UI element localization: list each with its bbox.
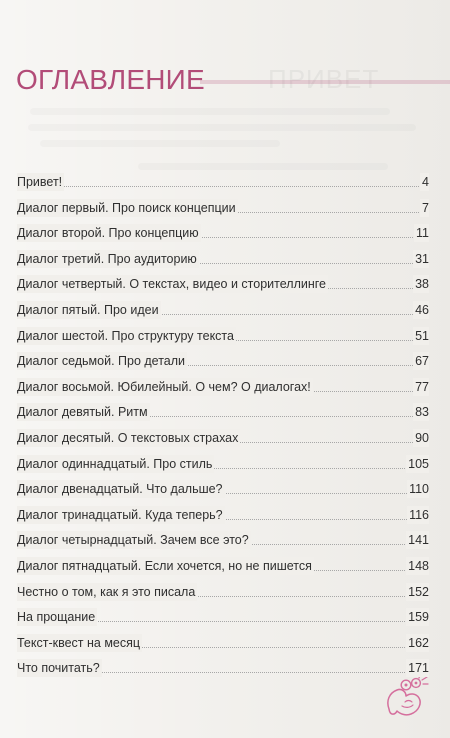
toc-row[interactable] — [17, 275, 429, 301]
toc-row[interactable] — [17, 378, 429, 404]
toc-row[interactable] — [17, 659, 429, 685]
toc-label: На прощание — [17, 610, 96, 625]
toc-label: Диалог одиннадцатый. Про стиль — [17, 456, 213, 471]
toc-row[interactable] — [17, 608, 429, 634]
toc-row[interactable] — [17, 531, 429, 557]
toc-row[interactable] — [17, 455, 429, 481]
bleed-through-heading: ПРИВЕТ — [268, 64, 380, 94]
toc-row[interactable] — [17, 250, 429, 276]
toc-label: Диалог восьмой. Юбилейный. О чем? О диалогах! — [17, 379, 311, 394]
toc-page-number: 31 — [415, 251, 429, 266]
toc-page-number: 67 — [415, 354, 429, 369]
toc-label: Диалог четырнадцатый. Зачем все это? — [17, 533, 249, 548]
toc-label: Текст-квест на месяц — [17, 635, 141, 650]
toc-row[interactable] — [17, 557, 429, 583]
toc-page-number: 116 — [409, 507, 429, 522]
toc-page-number: 171 — [408, 661, 429, 676]
toc-label: Диалог третий. Про аудиторию — [17, 251, 197, 266]
toc-label: Диалог второй. Про концепцию — [17, 226, 199, 241]
toc-row[interactable] — [17, 224, 429, 250]
toc-row[interactable] — [17, 429, 429, 455]
toc-row[interactable] — [17, 583, 429, 609]
toc-page-number: 4 — [422, 175, 429, 189]
title-rule — [200, 80, 450, 84]
toc-label: Диалог четвертый. О текстах, видео и сторителлинге — [17, 277, 326, 292]
toc-row[interactable] — [17, 173, 429, 199]
page-title: ОГЛАВЛЕНИЕ — [16, 64, 205, 95]
toc-label: Диалог девятый. Ритм — [17, 405, 148, 420]
toc-page-number: 159 — [408, 610, 429, 625]
toc-label: Диалог двенадцатый. Что дальше? — [17, 482, 223, 497]
corner-illustration-icon — [375, 669, 433, 727]
toc-page-number: 110 — [409, 482, 429, 497]
toc-row[interactable] — [17, 352, 429, 378]
toc-page-number: 11 — [416, 226, 429, 241]
toc-page-number: 46 — [415, 302, 429, 317]
table-of-contents — [17, 173, 429, 685]
toc-row[interactable] — [17, 634, 429, 660]
toc-label: Диалог пятый. Про идеи — [17, 302, 159, 317]
toc-label: Диалог шестой. Про структуру текста — [17, 328, 234, 343]
toc-label: Привет! — [17, 175, 63, 189]
toc-page-number: 105 — [408, 456, 429, 471]
toc-page-number: 162 — [408, 635, 429, 650]
toc-leader — [17, 186, 429, 187]
toc-row[interactable] — [17, 327, 429, 353]
toc-page-number: 83 — [415, 405, 429, 420]
toc-label: Диалог пятнадцатый. Если хочется, но не пишется — [17, 558, 312, 573]
toc-page-number: 51 — [415, 328, 429, 343]
toc-row[interactable] — [17, 199, 429, 225]
toc-label: Диалог первый. Про поиск концепции — [17, 200, 236, 215]
toc-label: Диалог десятый. О текстовых страхах — [17, 430, 239, 445]
toc-label: Честно о том, как я это писала — [17, 584, 196, 599]
toc-row[interactable] — [17, 301, 429, 327]
toc-label: Диалог тринадцатый. Куда теперь? — [17, 507, 223, 522]
toc-page-number: 152 — [408, 584, 429, 599]
toc-page-number: 38 — [415, 277, 429, 292]
bleed-through-text — [28, 108, 432, 180]
toc-label: Диалог седьмой. Про детали — [17, 354, 186, 369]
toc-page-number: 7 — [422, 200, 429, 215]
toc-page-number: 148 — [408, 558, 429, 573]
toc-page-number: 77 — [415, 379, 429, 394]
toc-row[interactable] — [17, 480, 429, 506]
toc-row[interactable] — [17, 403, 429, 429]
toc-page-number: 141 — [408, 533, 429, 548]
toc-page-number: 90 — [415, 430, 429, 445]
toc-row[interactable] — [17, 506, 429, 532]
toc-label: Что почитать? — [17, 661, 100, 676]
